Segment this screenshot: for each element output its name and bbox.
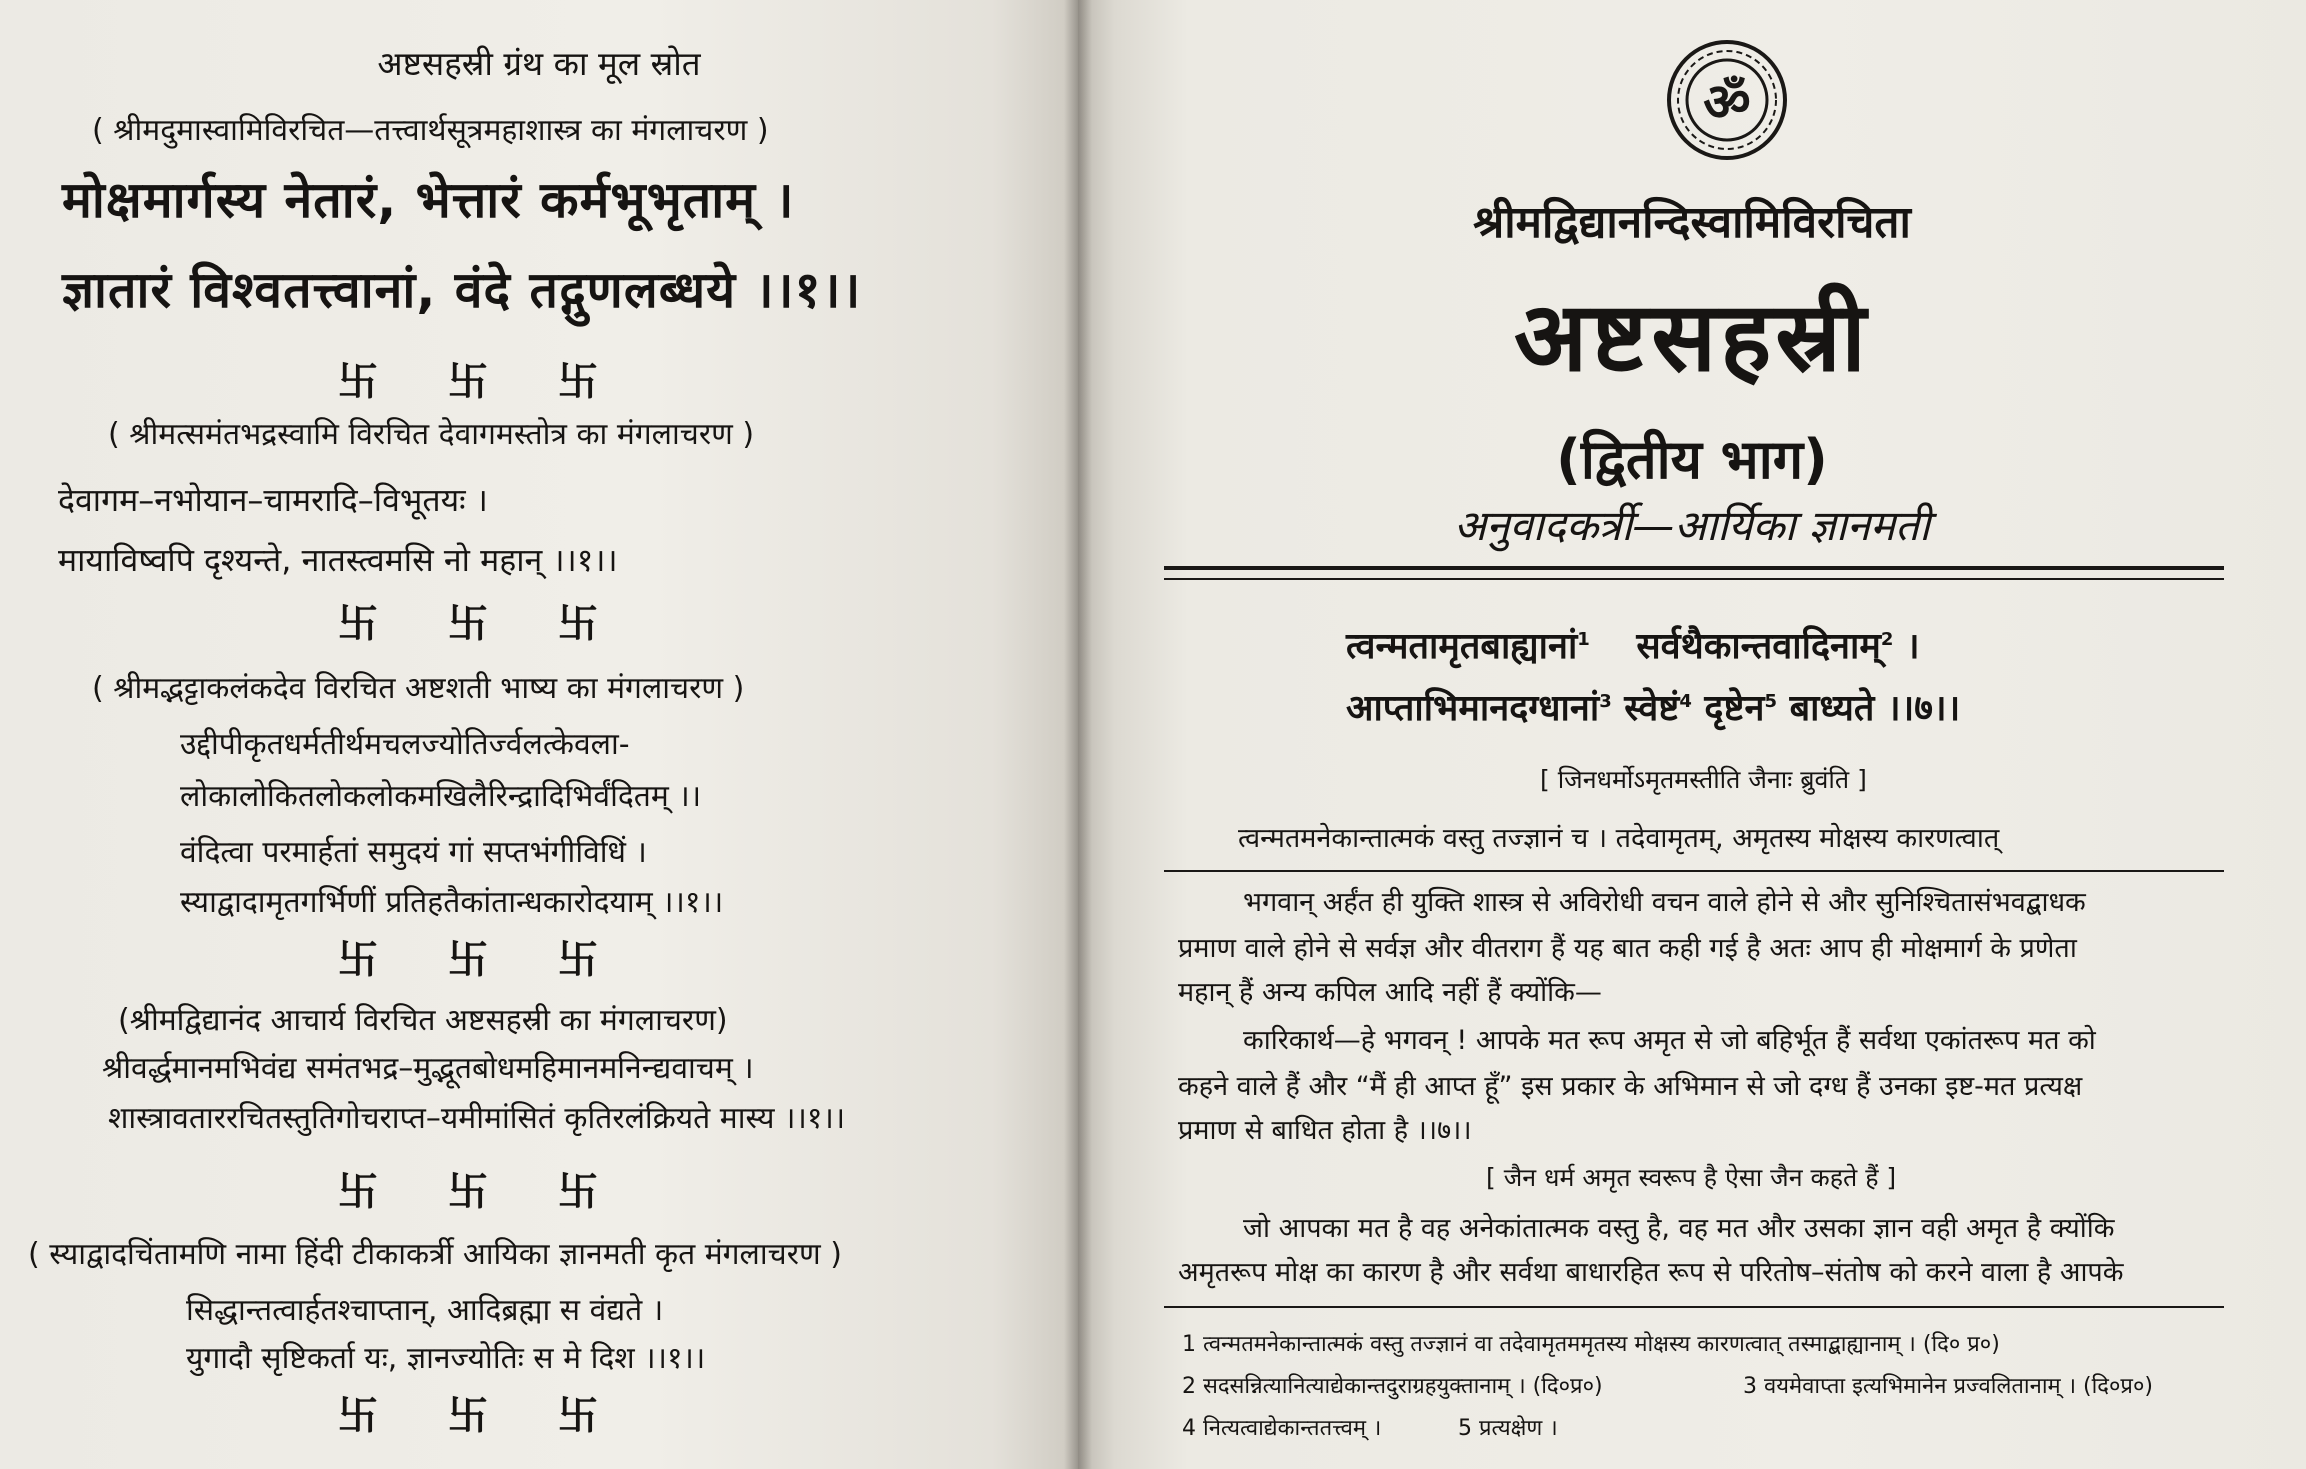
left-page bbox=[0, 0, 1078, 1469]
book-gutter bbox=[1064, 0, 1092, 1469]
section2-line1: देवागम–नभोयान–चामरादि–विभूतयः । bbox=[58, 481, 488, 519]
para1-line3: महान् हैं अन्य कपिल आदि नहीं हैं क्योंकि— bbox=[1178, 977, 1602, 1008]
svastika-icon: 卐 bbox=[338, 1393, 378, 1439]
footnote-ref: 1 bbox=[1577, 629, 1590, 650]
om-emblem bbox=[1665, 30, 1789, 170]
svastika-icon: 卐 bbox=[558, 601, 598, 647]
svastika-icon: 卐 bbox=[448, 1393, 488, 1439]
section3-line3: वंदित्वा परमार्हतां समुदयं गां सप्तभंगीविधिं । bbox=[180, 835, 647, 870]
part-label: (द्वितीय भाग) bbox=[1556, 428, 1828, 491]
para2-line1: कारिकार्थ—हे भगवन् ! आपके मत रूप अमृत से जो बहिर्भूत हैं सर्वथा एकांतरूप मत को bbox=[1243, 1025, 2096, 1056]
svastika-icon: 卐 bbox=[338, 359, 378, 405]
section1-line2: ज्ञातारं विश्वतत्त्वानां, वंदे तद्गुणलब्धये ।।१।। bbox=[62, 261, 862, 319]
svastika-row-3 bbox=[338, 937, 598, 983]
om-emblem-icon bbox=[1665, 30, 1789, 170]
section1-line1: मोक्षमार्गस्य नेतारं, भेत्तारं कर्मभूभृताम् । bbox=[62, 171, 795, 229]
right-page bbox=[1078, 0, 2306, 1469]
svastika-icon: 卐 bbox=[558, 1393, 598, 1439]
para1-line2: प्रमाण वाले होने से सर्वज्ञ और वीतराग हैं यह बात कही गई है अतः आप ही मोक्षमार्ग के प्रणेता bbox=[1178, 933, 2077, 964]
karika-word: दृष्टेन bbox=[1704, 688, 1765, 729]
svastika-icon: 卐 bbox=[448, 937, 488, 983]
svastika-icon: 卐 bbox=[558, 937, 598, 983]
karika-danda: । bbox=[1905, 626, 1920, 667]
section3-heading: ( श्रीमद्भट्टाकलंकदेव विरचित अष्टशती भाष्य का मंगलाचरण ) bbox=[92, 671, 745, 706]
section2-heading: ( श्रीमत्समंतभद्रस्वामि विरचित देवागमस्तोत्र का मंगलाचरण ) bbox=[108, 417, 755, 452]
translator-line: अनुवादकर्त्री—आर्यिका ज्ञानमती bbox=[1454, 501, 1930, 550]
svastika-icon: 卐 bbox=[448, 601, 488, 647]
svastika-row-5 bbox=[338, 1393, 598, 1439]
karika-line1 bbox=[1346, 620, 1920, 669]
para2-line2: कहने वाले हैं और “मैं ही आप्त हूँ” इस प्रकार के अभिमान से जो दग्ध हैं उनका इष्ट-मत प्रत्यक्ष bbox=[1178, 1071, 2083, 1102]
section4-line1: श्रीवर्द्धमानमभिवंद्य समंतभद्र–मुद्भूतबोधमहिमानमनिन्द्यवाचम् । bbox=[102, 1051, 754, 1086]
sanskrit-line: त्वन्मतमनेकान्तात्मकं वस्तु तज्ज्ञानं च । तदेवामृतम्, अमृतस्य मोक्षस्य कारणत्वात् bbox=[1238, 823, 2000, 854]
section5-line2: युगादौ सृष्टिकर्ता यः, ज्ञानज्योतिः स मे दिश ।।१।। bbox=[186, 1341, 706, 1376]
footnote-ref: 2 bbox=[1880, 629, 1894, 650]
svastika-icon: 卐 bbox=[558, 359, 598, 405]
svastika-icon: 卐 bbox=[448, 359, 488, 405]
footnote-4: 4 नित्यत्वाद्येकान्ततत्त्वम् । bbox=[1182, 1416, 1382, 1441]
footnote-5: 5 प्रत्यक्षेण । bbox=[1458, 1416, 1558, 1441]
body-rule bbox=[1164, 870, 2224, 872]
svastika-icon: 卐 bbox=[338, 937, 378, 983]
svastika-icon: 卐 bbox=[448, 1169, 488, 1215]
footnote-ref: 3 bbox=[1599, 691, 1612, 712]
svastika-row-4 bbox=[338, 1169, 598, 1215]
title-rule-thick bbox=[1164, 566, 2224, 570]
section4-heading: (श्रीमद्विद्यानंद आचार्य विरचित अष्टसहस्री का मंगलाचरण) bbox=[118, 1003, 728, 1038]
karika-word: बाध्यते ।।७।। bbox=[1789, 688, 1961, 729]
section3-line1: उद्दीपीकृतधर्मतीर्थमचलज्योतिर्ज्वलत्केवला- bbox=[180, 727, 630, 762]
svastika-icon: 卐 bbox=[338, 1169, 378, 1215]
karika-word: स्वेष्टं bbox=[1624, 688, 1680, 729]
section2-line2: मायाविष्वपि दृश्यन्ते, नातस्त्वमसि नो महान् ।।१।। bbox=[58, 541, 618, 579]
section3-line2: लोकालोकितलोकलोकमखिलैरिन्द्रादिभिर्वंदितम् ।। bbox=[180, 779, 702, 814]
section3-line4: स्याद्वादामृतगर्भिणीं प्रतिहतैकांतान्धकारोदयाम् ।।१।। bbox=[180, 885, 724, 920]
karika-line2 bbox=[1346, 682, 1960, 731]
title-rule-thin bbox=[1164, 578, 2224, 580]
section5-heading: ( स्याद्वादचिंतामणि नामा हिंदी टीकाकर्त्री आयिका ज्ञानमती कृत मंगलाचरण ) bbox=[28, 1237, 842, 1272]
footnote-1: 1 त्वन्मतमनेकान्तात्मकं वस्तु तज्ज्ञानं वा तदेवामृतममृतस्य मोक्षस्य कारणत्वात् तस्माद्बाह्यानाम् । (दि० प्र०) bbox=[1182, 1332, 2000, 1357]
section4-line2: शास्त्रावताररचितस्तुतिगोचराप्त–यमीमांसितं कृतिरलंक्रियते मास्य ।।१।। bbox=[108, 1101, 846, 1136]
book-title: अष्टसहस्री bbox=[1514, 281, 1870, 393]
karika-word: आप्ताभिमानदग्धानां bbox=[1346, 688, 1600, 729]
svastika-icon: 卐 bbox=[558, 1169, 598, 1215]
karika-word: सर्वथैकान्तवादिनाम् bbox=[1636, 626, 1881, 667]
footnote-3: 3 वयमेवाप्ता इत्यभिमानेन प्रज्वलितानाम् । (दि०प्र०) bbox=[1743, 1374, 2153, 1399]
section5-line1: सिद्धान्तत्वार्हतश्चाप्तान्, आदिब्रह्मा स वंद्यते । bbox=[186, 1293, 664, 1328]
section1-heading: ( श्रीमदुमास्वामिविरचित—तत्त्वार्थसूत्रमहाशास्त्र का मंगलाचरण ) bbox=[92, 113, 769, 148]
sanskrit-heading: [ जिनधर्मोऽमृतमस्तीति जैनाः ब्रुवंति ] bbox=[1540, 765, 1867, 794]
footnote-ref: 4 bbox=[1679, 691, 1692, 712]
para3-line2: अमृतरूप मोक्ष का कारण है और सर्वथा बाधारहित रूप से परितोष–संतोष को करने वाला है आपके bbox=[1178, 1257, 2124, 1288]
footnote-2: 2 सदसन्नित्यानित्याद्येकान्तदुराग्रहयुक्तानाम् । (दि०प्र०) bbox=[1182, 1374, 1603, 1399]
para3-line1: जो आपका मत है वह अनेकांतात्मक वस्तु है, वह मत और उसका ज्ञान वही अमृत है क्योंकि bbox=[1243, 1213, 2115, 1244]
om-symbol: ॐ bbox=[1703, 73, 1751, 133]
left-page-title: अष्टसहस्री ग्रंथ का मूल स्रोत bbox=[377, 44, 701, 83]
svastika-row-1 bbox=[338, 359, 598, 405]
svastika-row-2 bbox=[338, 601, 598, 647]
para1-line1: भगवान् अर्हंत ही युक्ति शास्त्र से अविरोधी वचन वाले होने से और सुनिश्चितासंभवद्बाधक bbox=[1243, 887, 2086, 918]
author-line: श्रीमद्विद्यानन्दिस्वामिविरचिता bbox=[1473, 197, 1911, 248]
svastika-icon: 卐 bbox=[338, 601, 378, 647]
para2-line3: प्रमाण से बाधित होता है ।।७।। bbox=[1178, 1115, 1472, 1146]
hindi-heading: [ जैन धर्म अमृत स्वरूप है ऐसा जैन कहते हैं ] bbox=[1486, 1163, 1897, 1192]
footnote-ref: 5 bbox=[1764, 691, 1778, 712]
footnote-rule bbox=[1164, 1306, 2224, 1308]
karika-word: त्वन्मतामृतबाह्यानां bbox=[1346, 626, 1578, 667]
